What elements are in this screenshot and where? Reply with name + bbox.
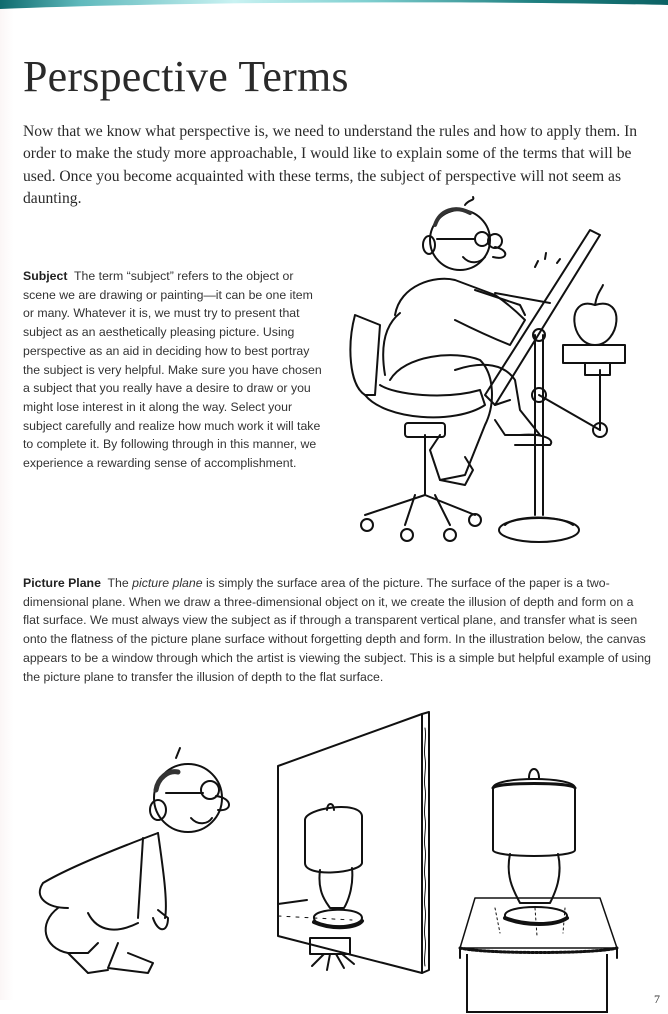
decorative-top-band — [0, 0, 668, 16]
illustration-lamp-on-table — [455, 758, 625, 1014]
page-number: 7 — [654, 992, 660, 1006]
term-emphasis: picture plane — [132, 576, 203, 590]
term-body-post: is simply the surface area of the picture. The surface of the paper is a two-dimensional plane. When we draw a three-dimensional object on it, we create the illusion of depth and form on a flat surface. We must always view the subject as if through a transparent vertical plane, and transfer what is seen onto the flatness of the picture plane surface without forgetting depth and form. In the illustration below, the canvas appears to be a window through which the artist is viewing the subject. This is a simple but helpful example of using the picture plane to transfer the illusion of depth to the flat surface. — [23, 576, 651, 684]
term-body-pre: The — [107, 576, 133, 590]
term-heading: Subject — [23, 269, 68, 283]
subject-section — [23, 267, 323, 473]
page-title: Perspective Terms — [23, 52, 349, 101]
term-body: The term “subject” refers to the object or scene we are drawing or painting—it can be one item or many. Whatever it is, we must try to present that subject as an aesthetically pleasing picture. Using perspective as an aid in deciding how to best portray the subject is very helpful. Make sure you have chosen a subject that you really have a desire to draw or you might lose interest in it along the way. Select your subject carefully and realize how much work it will take to complete it. By following through in this manner, we experience a rewarding sense of accomplishment. — [23, 269, 322, 471]
illustration-artist-at-easel — [345, 195, 635, 555]
picture-plane-section — [23, 574, 653, 686]
illustration-canvas-with-lamp — [272, 708, 437, 978]
term-heading: Picture Plane — [23, 576, 101, 590]
intro-paragraph: Now that we know what perspective is, we need to understand the rules and how to apply them. In order to make the study more approachable, I would like to explain some of the terms that will be used. Once you become acquainted with these terms, the subject of perspective will not seem as daunting. — [23, 123, 638, 207]
illustration-crouching-artist — [28, 738, 238, 978]
